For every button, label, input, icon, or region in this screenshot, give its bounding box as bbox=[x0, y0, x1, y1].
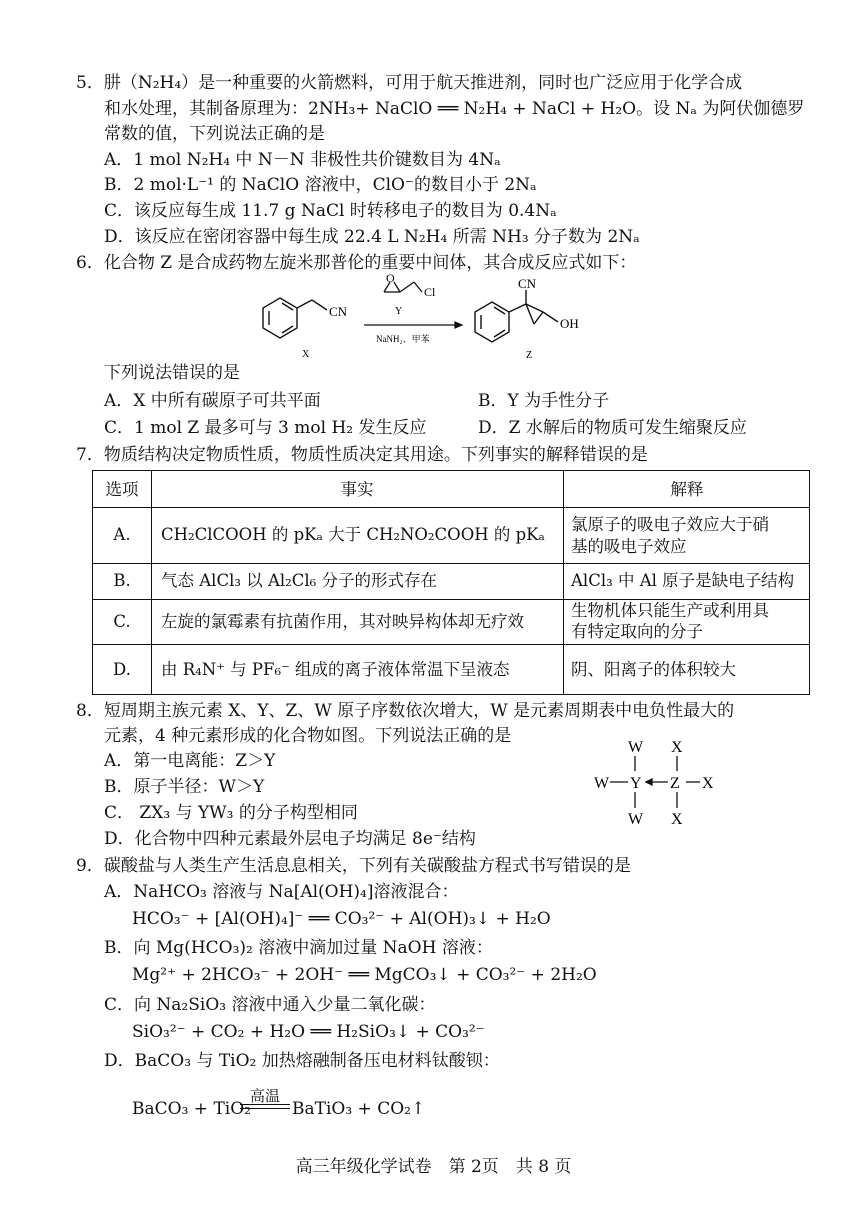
atom-x-bottom: X bbox=[671, 811, 683, 828]
row-b-option: B. bbox=[113, 571, 131, 590]
x-cn-label: CN bbox=[329, 304, 348, 319]
row-b-explanation: AlCl₃ 中 Al 原子是缺电子结构 bbox=[571, 571, 795, 590]
q7-stem: 7．物质结构决定物质性质，物质性质决定其用途。下列事实的解释错误的是 bbox=[76, 445, 648, 465]
q8-stem-line2: 元素，4 种元素形成的化合物如图。下列说法正确的是 bbox=[104, 726, 512, 746]
q6-option-b: B．Y 为手性分子 bbox=[478, 391, 610, 411]
q9-equation-c: SiO₃²⁻ + CO₂ + H₂O ══ H₂SiO₃↓ + CO₃²⁻ bbox=[132, 1022, 485, 1042]
atom-w-left: W bbox=[594, 775, 610, 792]
atom-w-top: W bbox=[628, 739, 644, 756]
row-a-explanation-line2: 基的吸电子效应 bbox=[571, 537, 687, 556]
table-header-explanation: 解释 bbox=[670, 480, 704, 499]
row-d-explanation: 阴、阳离子的体积较大 bbox=[571, 660, 736, 679]
atom-x-right: X bbox=[702, 775, 714, 792]
bond-lines bbox=[610, 756, 700, 808]
q5-option-c: C．该反应每生成 11.7 g NaCl 时转移电子的数目为 0.4Nₐ bbox=[104, 201, 557, 221]
q6-reaction-scheme bbox=[250, 272, 610, 364]
q6-stem: 6．化合物 Z 是合成药物左旋米那普伦的重要中间体，其合成反应式如下： bbox=[76, 253, 637, 273]
q5-stem-line2: 和水处理，其制备原理为：2NH₃+ NaClO ══ N₂H₄ + NaCl + H₂O。设 Nₐ 为阿伏伽德罗 bbox=[104, 99, 805, 119]
q5-stem-line1: 5．肼（N₂H₄）是一种重要的火箭燃料，可用于航天推进剂，同时也广泛应用于化学合成 bbox=[76, 73, 743, 93]
z-structure bbox=[475, 290, 558, 342]
q9-option-b: B．向 Mg(HCO₃)₂ 溶液中滴加过量 NaOH 溶液： bbox=[104, 938, 493, 958]
row-c-explanation-line2: 有特定取向的分子 bbox=[571, 622, 703, 641]
q8-option-b: B．原子半径：W＞Y bbox=[104, 777, 265, 797]
q8-option-a: A．第一电离能：Z＞Y bbox=[104, 751, 276, 771]
x-benzene-ring bbox=[263, 298, 327, 338]
q5-option-a: A．1 mol N₂H₄ 中 N－N 非极性共价键数目为 4Nₐ bbox=[104, 150, 501, 170]
q6-option-d: D．Z 水解后的物质可发生缩聚反应 bbox=[478, 418, 747, 438]
q6-question: 下列说法错误的是 bbox=[104, 363, 240, 383]
atom-z-center: Z bbox=[670, 775, 680, 792]
table-header-option: 选项 bbox=[105, 480, 139, 499]
q9-option-c: C．向 Na₂SiO₃ 溶液中通入少量二氧化碳： bbox=[104, 995, 436, 1015]
q9-equation-b: Mg²⁺ + 2HCO₃⁻ + 2OH⁻ ══ MgCO₃↓ + CO₃²⁻ + 2H₂O bbox=[132, 965, 597, 985]
equals-line-top bbox=[240, 1104, 290, 1105]
z-cn-label: CN bbox=[518, 276, 537, 291]
row-a-fact: CH₂ClCOOH 的 pKₐ 大于 CH₂NO₂COOH 的 pKₐ bbox=[161, 525, 545, 544]
row-d-option: D. bbox=[113, 660, 131, 679]
row-c-option: C. bbox=[113, 612, 131, 631]
q6-option-a: A．X 中所有碳原子可共平面 bbox=[104, 391, 321, 411]
y-oxygen-label: O bbox=[386, 272, 395, 285]
q9-stem: 9．碳酸盐与人类生产生活息息相关，下列有关碳酸盐方程式书写错误的是 bbox=[76, 856, 631, 876]
q9-option-d: D．BaCO₃ 与 TiO₂ 加热熔融制备压电材料钛酸钡： bbox=[104, 1051, 500, 1071]
z-oh-label: OH bbox=[560, 316, 579, 331]
z-label: Z bbox=[526, 350, 533, 361]
q8-option-c: C． ZX₃ 与 YW₃ 的分子构型相同 bbox=[104, 803, 358, 823]
q7-table bbox=[92, 470, 810, 695]
atom-y-center: Y bbox=[630, 775, 642, 792]
q9-option-a: A．NaHCO₃ 溶液与 Na[Al(OH)₄]溶液混合： bbox=[104, 882, 459, 902]
x-label: X bbox=[302, 349, 310, 360]
row-d-fact: 由 R₄N⁺ 与 PF₆⁻ 组成的离子液体常温下呈液态 bbox=[161, 660, 510, 679]
q8-stem-line1: 8．短周期主族元素 X、Y、Z、W 原子序数依次增大，W 是元素周期表中电负性最大的 bbox=[76, 701, 735, 721]
row-a-option: A. bbox=[113, 525, 131, 544]
q8-option-d: D．化合物中四种元素最外层电子均满足 8e⁻结构 bbox=[104, 829, 476, 849]
q5-stem-line3: 常数的值，下列说法正确的是 bbox=[104, 124, 325, 144]
page-footer: 高三年级化学试卷 第 2页 共 8 页 bbox=[295, 1157, 572, 1177]
reagent-label: NaNH₂、甲苯 bbox=[376, 334, 430, 344]
table-header-fact: 事实 bbox=[340, 480, 374, 499]
atom-w-bottom: W bbox=[628, 811, 644, 828]
row-c-fact: 左旋的氯霉素有抗菌作用，其对映异构体却无疗效 bbox=[161, 612, 524, 631]
y-cl-label: Cl bbox=[424, 285, 436, 299]
q5-option-b: B．2 mol·L⁻¹ 的 NaClO 溶液中，ClO⁻的数目小于 2Nₐ bbox=[104, 175, 537, 195]
y-label: Y bbox=[395, 306, 403, 317]
row-c-explanation-line1: 生物机体只能生产或利用具 bbox=[571, 601, 769, 620]
q9-equation-a: HCO₃⁻ + [Al(OH)₄]⁻ ══ CO₃²⁻ + Al(OH)₃↓ + H₂O bbox=[132, 909, 551, 929]
atom-x-top: X bbox=[671, 739, 683, 756]
q9-equation-d-left: BaCO₃ + TiO₂ bbox=[132, 1099, 251, 1119]
q6-option-c: C．1 mol Z 最多可与 3 mol H₂ 发生反应 bbox=[104, 418, 427, 438]
row-b-fact: 气态 AlCl₃ 以 Al₂Cl₆ 分子的形式存在 bbox=[161, 571, 438, 590]
q9-equation-d-right: BaTiO₃ + CO₂↑ bbox=[292, 1099, 426, 1119]
q8-structure-diagram bbox=[590, 736, 730, 828]
row-a-explanation-line1: 氯原子的吸电子效应大于硝 bbox=[571, 515, 769, 534]
q5-option-d: D．该反应在密闭容器中每生成 22.4 L N₂H₄ 所需 NH₃ 分子数为 2Nₐ bbox=[104, 227, 640, 247]
q9-equation-d-condition: 高温 bbox=[250, 1087, 281, 1105]
reaction-arrow bbox=[364, 322, 462, 328]
equals-line-bottom bbox=[240, 1108, 290, 1109]
